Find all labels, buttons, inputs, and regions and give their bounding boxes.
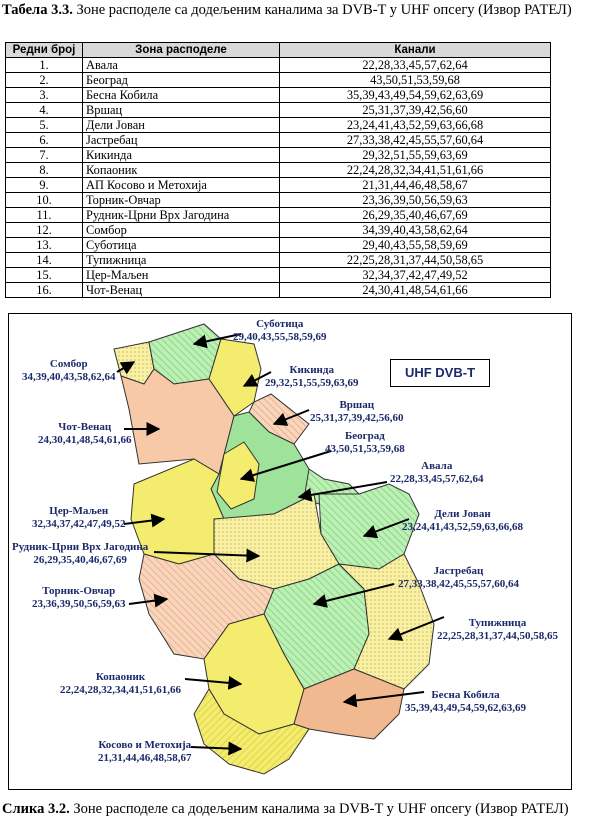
label-avala-channels: 22,28,33,45,57,62,64 [390, 473, 484, 485]
cell-zone: Јастребац [83, 133, 280, 148]
label-tupiznica-name: Тупижница [468, 617, 527, 629]
label-tornik-channels: 23,36,39,50,56,59,63 [32, 598, 126, 610]
table-row [6, 268, 551, 283]
cell-zone: Сомбор [83, 223, 280, 238]
table-row [6, 88, 551, 103]
table-row [6, 283, 551, 298]
table-row [6, 163, 551, 178]
cell-number: 16. [6, 283, 83, 298]
cell-number: 3. [6, 88, 83, 103]
label-kopaonik-name: Копаоник [95, 671, 146, 683]
table-row [6, 178, 551, 193]
label-kosovo-name: Косово и Метохија [98, 739, 192, 751]
label-cot-venac-name: Чот-Венац [58, 421, 112, 433]
cell-zone: Бесна Кобила [83, 88, 280, 103]
cell-channels: 23,24,41,43,52,59,63,66,68 [280, 118, 551, 133]
label-rudnik-channels: 26,29,35,40,46,67,69 [33, 554, 127, 566]
label-tupiznica [437, 617, 558, 643]
label-sombor-channels: 34,39,40,43,58,62,64 [22, 371, 116, 383]
label-kopaonik [60, 671, 181, 697]
cell-zone: Вршац [83, 103, 280, 118]
label-kosovo [98, 739, 192, 765]
table-row [6, 193, 551, 208]
cell-zone: АП Косово и Метохија [83, 178, 280, 193]
label-cot-venac-channels: 24,30,41,48,54,61,66 [38, 434, 132, 446]
label-jastrebac [398, 565, 519, 591]
cell-number: 8. [6, 163, 83, 178]
cell-channels: 35,39,43,49,54,59,62,63,69 [280, 88, 551, 103]
cell-zone: Дели Јован [83, 118, 280, 133]
label-avala-name: Авала [421, 460, 453, 472]
label-sombor [22, 358, 116, 384]
cell-zone: Рудник-Црни Врх Јагодина [83, 208, 280, 223]
table-row [6, 208, 551, 223]
cell-number: 4. [6, 103, 83, 118]
cell-number: 14. [6, 253, 83, 268]
table-row [6, 58, 551, 73]
cell-channels: 32,34,37,42,47,49,52 [280, 268, 551, 283]
cell-zone: Цер-Маљен [83, 268, 280, 283]
label-rudnik [12, 541, 148, 567]
cell-channels: 27,33,38,42,45,55,57,60,64 [280, 133, 551, 148]
table-caption-text: Зоне расподеле са додељеним каналима за DVB-T у UHF опсегу (Извор РАТЕЛ) [76, 2, 572, 18]
label-cer-maljen-name: Цер-Маљен [49, 505, 109, 517]
label-subotica [233, 318, 327, 344]
label-subotica-channels: 29,40,43,55,58,59,69 [233, 331, 327, 343]
label-cer-maljen-channels: 32,34,37,42,47,49,52 [32, 518, 126, 530]
cell-number: 12. [6, 223, 83, 238]
label-rudnik-name: Рудник-Црни Врх Јагодина [12, 541, 149, 553]
cell-channels: 29,32,51,55,59,63,69 [280, 148, 551, 163]
cell-channels: 25,31,37,39,42,56,60 [280, 103, 551, 118]
table-caption [2, 2, 594, 19]
table-row [6, 73, 551, 88]
label-cot-venac [38, 421, 132, 447]
figure-caption [2, 801, 569, 818]
cell-channels: 22,24,28,32,34,41,51,61,66 [280, 163, 551, 178]
label-kopaonik-channels: 22,24,28,32,34,41,51,61,66 [60, 684, 181, 696]
label-avala [390, 460, 484, 486]
cell-zone: Торник-Овчар [83, 193, 280, 208]
table-row [6, 118, 551, 133]
figure-caption-label: Слика 3.2. [2, 801, 70, 817]
table-row [6, 223, 551, 238]
cell-channels: 43,50,51,53,59,68 [280, 73, 551, 88]
cell-number: 13. [6, 238, 83, 253]
figure-caption-text: Зоне расподеле са додељеним каналима за DVB-T у UHF опсегу (Извор РАТЕЛ) [73, 801, 569, 817]
table-row [6, 253, 551, 268]
cell-zone: Чот-Венац [83, 283, 280, 298]
cell-channels: 26,29,35,40,46,67,69 [280, 208, 551, 223]
cell-channels: 22,25,28,31,37,44,50,58,65 [280, 253, 551, 268]
header-channels: Канали [280, 43, 551, 58]
cell-zone: Суботица [83, 238, 280, 253]
label-besna-kobila-channels: 35,39,43,49,54,59,62,63,69 [405, 702, 526, 714]
map-title-box: UHF DVB-T [390, 359, 490, 387]
label-vrsac-channels: 25,31,37,39,42,56,60 [310, 412, 404, 424]
cell-channels: 21,31,44,46,48,58,67 [280, 178, 551, 193]
cell-number: 6. [6, 133, 83, 148]
label-tornik [32, 585, 126, 611]
table-row [6, 103, 551, 118]
cell-zone: Тупижница [83, 253, 280, 268]
cell-number: 9. [6, 178, 83, 193]
cell-zone: Кикинда [83, 148, 280, 163]
label-besna-kobila [405, 689, 526, 715]
cell-number: 15. [6, 268, 83, 283]
table-row [6, 133, 551, 148]
label-jastrebac-name: Јастребац [433, 565, 484, 577]
label-vrsac [310, 399, 404, 425]
table-body [6, 58, 551, 298]
cell-number: 10. [6, 193, 83, 208]
label-beograd [325, 430, 405, 456]
label-beograd-channels: 43,50,51,53,59,68 [325, 443, 405, 455]
cell-channels: 23,36,39,50,56,59,63 [280, 193, 551, 208]
label-kikinda [265, 364, 359, 390]
label-beograd-name: Београд [344, 430, 385, 442]
label-kikinda-channels: 29,32,51,55,59,63,69 [265, 377, 359, 389]
header-number: Редни број [6, 43, 83, 58]
cell-number: 1. [6, 58, 83, 73]
table-row [6, 148, 551, 163]
table-caption-label: Табела 3.3. [2, 2, 73, 18]
table-row [6, 238, 551, 253]
label-subotica-name: Суботица [256, 318, 304, 330]
cell-channels: 22,28,33,45,57,62,64 [280, 58, 551, 73]
label-tornik-name: Торник-Овчар [42, 585, 116, 597]
map-regions [114, 324, 434, 774]
cell-number: 11. [6, 208, 83, 223]
label-sombor-name: Сомбор [49, 358, 88, 370]
label-tupiznica-channels: 22,25,28,31,37,44,50,58,65 [437, 630, 558, 642]
cell-channels: 34,39,40,43,58,62,64 [280, 223, 551, 238]
label-kosovo-channels: 21,31,44,46,48,58,67 [98, 752, 192, 764]
cell-zone: Авала [83, 58, 280, 73]
cell-number: 7. [6, 148, 83, 163]
label-vrsac-name: Вршац [339, 399, 375, 411]
label-cer-maljen [32, 505, 126, 531]
cell-channels: 29,40,43,55,58,59,69 [280, 238, 551, 253]
label-deli-jovan [402, 508, 523, 534]
label-deli-jovan-name: Дели Јован [434, 508, 491, 520]
cell-number: 5. [6, 118, 83, 133]
cell-zone: Копаоник [83, 163, 280, 178]
label-besna-kobila-name: Бесна Кобила [431, 689, 500, 701]
label-kikinda-name: Кикинда [289, 364, 334, 376]
table-header-row [6, 43, 551, 58]
cell-channels: 24,30,41,48,54,61,66 [280, 283, 551, 298]
label-deli-jovan-channels: 23,24,41,43,52,59,63,66,68 [402, 521, 523, 533]
zones-table [5, 42, 551, 298]
label-jastrebac-channels: 27,33,38,42,45,55,57,60,64 [398, 578, 519, 590]
cell-number: 2. [6, 73, 83, 88]
header-zone: Зона расподеле [83, 43, 280, 58]
cell-zone: Београд [83, 73, 280, 88]
